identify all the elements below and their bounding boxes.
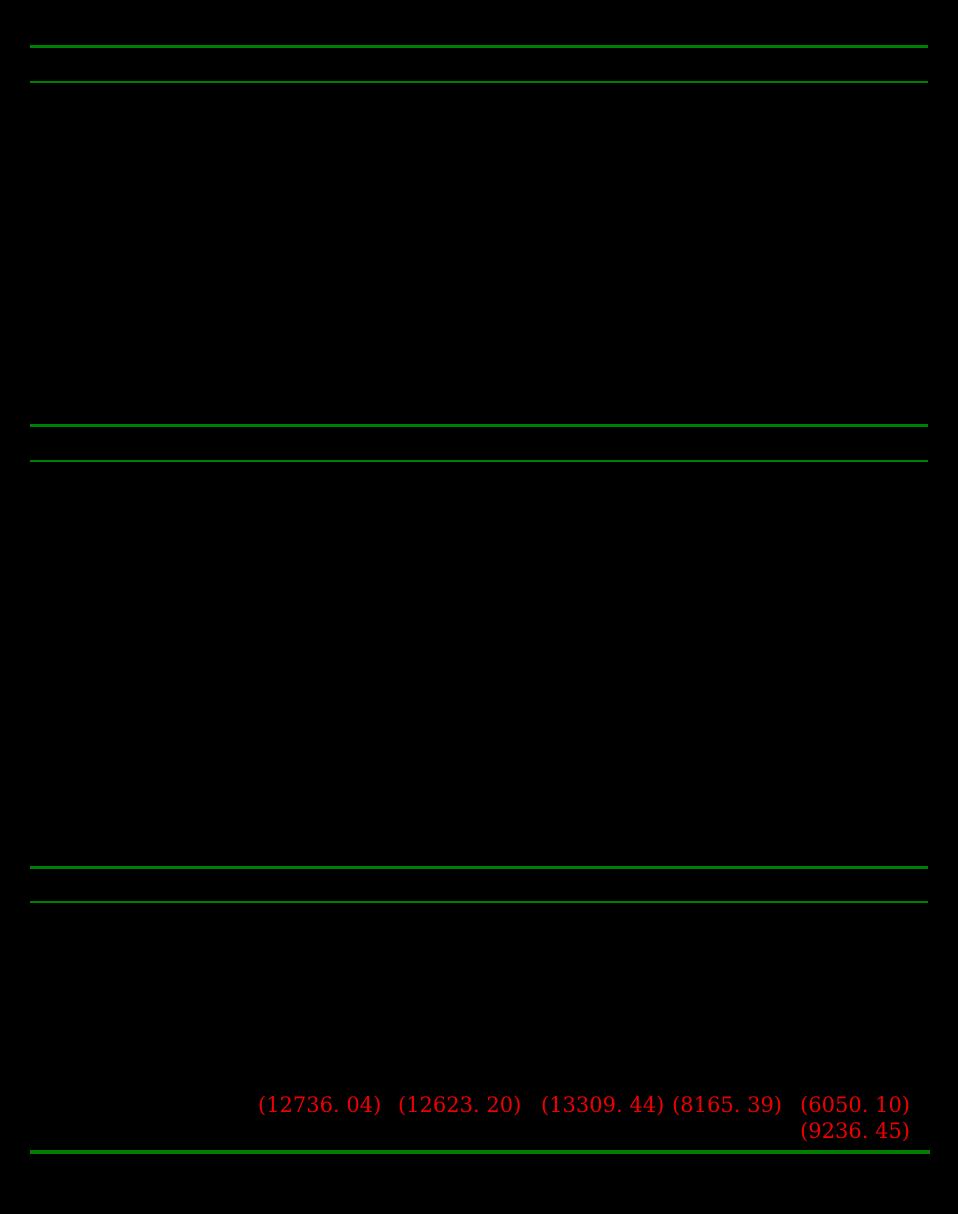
- negative-value-col4: (8165. 39): [672, 1093, 782, 1117]
- section1-top-rule: [30, 45, 928, 48]
- section1-header-rule: [30, 81, 928, 83]
- negative-value-col2: (12623. 20): [398, 1093, 522, 1117]
- negative-value-col5: (6050. 10): [800, 1093, 910, 1117]
- section2-top-rule: [30, 424, 928, 427]
- section3-header-rule: [30, 901, 928, 903]
- table-bottom-rule: [30, 1150, 930, 1154]
- section3-top-rule: [30, 866, 928, 869]
- negative-value-col3: (13309. 44): [541, 1093, 665, 1117]
- negative-value-col5-line2: (9236. 45): [800, 1119, 910, 1143]
- negative-value-col1: (12736. 04): [258, 1093, 382, 1117]
- section2-header-rule: [30, 460, 928, 462]
